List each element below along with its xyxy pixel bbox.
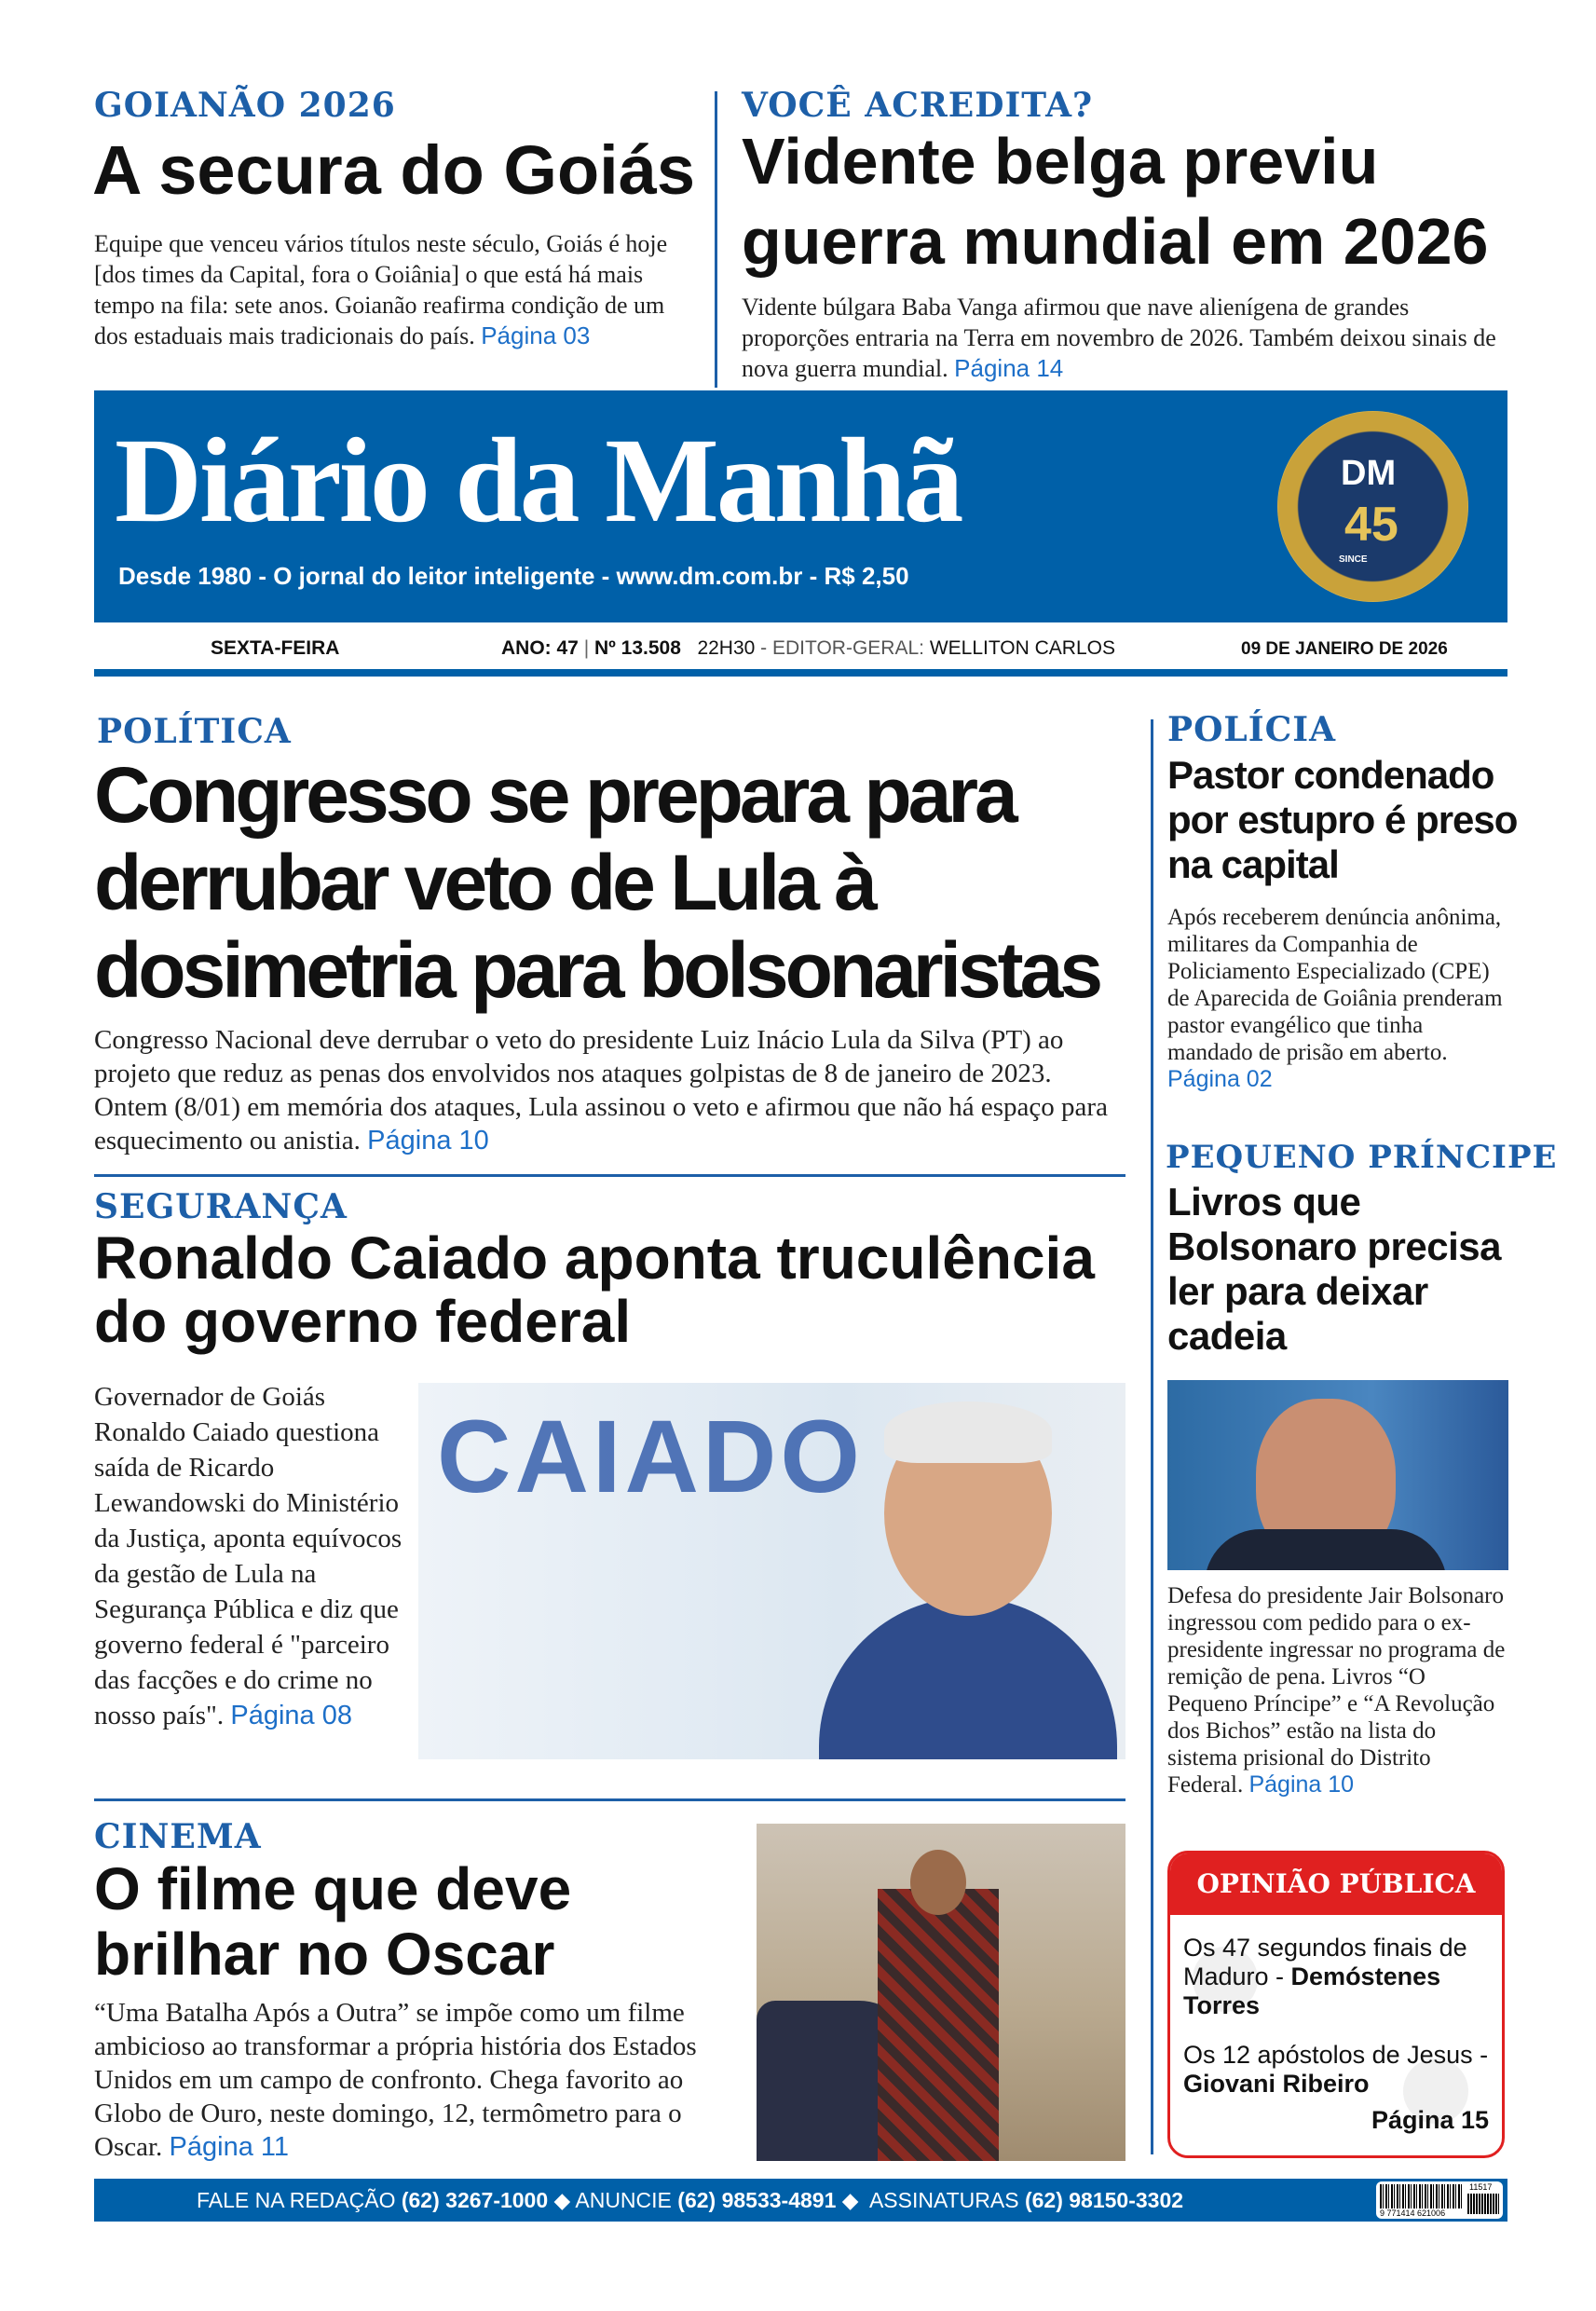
- time: 22H30: [697, 637, 756, 659]
- weekday: SEXTA-FEIRA: [211, 637, 340, 659]
- divider: [94, 669, 1507, 677]
- masthead-subtitle: Desde 1980 - O jornal do leitor inteligente - www.dm.com.br - R$ 2,50: [118, 562, 909, 590]
- date: 09 DE JANEIRO DE 2026: [1241, 639, 1448, 659]
- policia-headline[interactable]: Pastor condenado por estupro é preso na capital: [1167, 753, 1518, 886]
- masthead: [94, 390, 1507, 622]
- opiniao-publica-box: [1167, 1851, 1505, 2158]
- top-left-headline[interactable]: A secura do Goiás: [92, 131, 696, 209]
- diamond-icon: ◆: [841, 2188, 859, 2212]
- page-link[interactable]: Página 10: [367, 1126, 489, 1156]
- column-divider: [715, 91, 717, 388]
- body-text: Vidente búlgara Baba Vanga afirmou que nave alienígena de grandes proporções entraria na Terra em novembro de 2026. Também deixou sinais de nova guerra mundial.: [742, 294, 1496, 382]
- hair-shape: [884, 1402, 1052, 1463]
- pequeno-kicker: PEQUENO PRÍNCIPE: [1166, 1139, 1558, 1176]
- suit-shape: [1205, 1529, 1447, 1570]
- barcode-edition: 11517: [1469, 2182, 1493, 2192]
- top-right-headline[interactable]: Vidente belga previu guerra mundial em 2026: [742, 125, 1489, 278]
- column-divider: [1151, 719, 1153, 2154]
- footer-contact-bar: [94, 2179, 1507, 2222]
- policia-kicker: POLÍCIA: [1167, 710, 1337, 749]
- page-link[interactable]: Página 02: [1167, 1066, 1273, 1092]
- top-left-body: [94, 228, 690, 351]
- opiniao-item-2[interactable]: [1170, 2041, 1502, 2099]
- item-author: Demóstenes Torres: [1183, 1962, 1441, 2019]
- cinema-kicker: CINEMA: [94, 1817, 262, 1856]
- caiado-photo[interactable]: [418, 1383, 1125, 1759]
- person-shape: [878, 1889, 999, 2161]
- top-left-kicker: GOIANÃO 2026: [94, 86, 396, 125]
- label: ASSINATURAS: [868, 2188, 1019, 2212]
- policia-body: [1167, 904, 1507, 1093]
- film-photo[interactable]: [757, 1824, 1125, 2161]
- phone-ads[interactable]: (62) 98533-4891: [677, 2188, 837, 2212]
- diamond-icon: ◆: [553, 2188, 571, 2212]
- pequeno-body: [1167, 1582, 1510, 1798]
- bolsonaro-photo[interactable]: [1167, 1380, 1508, 1570]
- barcode-icon: [1376, 2181, 1503, 2219]
- badge-since: SINCE: [1339, 554, 1368, 565]
- label: FALE NA REDAÇÃO: [197, 2188, 396, 2212]
- divider: [94, 1174, 1125, 1177]
- page-link[interactable]: Página 08: [230, 1701, 352, 1730]
- top-right-body: [742, 292, 1496, 384]
- opiniao-item-1[interactable]: [1170, 1934, 1502, 2020]
- body-text: Defesa do presidente Jair Bolsonaro ingressou com pedido para o ex-presidente ingressar no programa de remição de pena. Livros “O Pequeno Príncipe” e “A Revolução dos Bichos” estão na lista do sistema prisional do Distrito Federal.: [1167, 1583, 1506, 1798]
- edition-info: ANO: 47 | Nº 13.508 22H30 - EDITOR-GERAL: WELLITON CARLOS: [501, 637, 1115, 659]
- suit-shape: [819, 1597, 1117, 1759]
- top-right-kicker: VOCÊ ACREDITA?: [742, 86, 1094, 125]
- seguranca-body: [94, 1379, 416, 1733]
- divider: [94, 1798, 1125, 1801]
- phone-subscriptions[interactable]: (62) 98150-3302: [1024, 2188, 1184, 2212]
- body-text: Congresso Nacional deve derrubar o veto do presidente Luiz Inácio Lula da Silva (PT) ao projeto que reduz as penas dos envolvidos nos ataques golpistas de 8 de janeiro de 2023. Ontem (8/01) em memória dos ataques, Lula assinou o veto e afirmou que não há espaço para esquecimento ou anistia.: [94, 1025, 1108, 1156]
- badge-text: DM: [1341, 454, 1397, 493]
- cinema-body: [94, 1996, 746, 2164]
- politica-kicker: POLÍTICA: [97, 712, 292, 751]
- label: ANUNCIE: [575, 2188, 672, 2212]
- year: ANO: 47: [501, 637, 579, 659]
- page-link[interactable]: Página 10: [1248, 1771, 1355, 1798]
- head-shape: [910, 1850, 966, 1915]
- newspaper-title: Diário da Manhã: [115, 414, 962, 548]
- seguranca-headline[interactable]: Ronaldo Caiado aponta truculência do governo federal: [94, 1224, 1095, 1355]
- body-text: “Uma Batalha Após a Outra” se impõe como um filme ambicioso ao transformar a própria história dos Estados Unidos em um campo de confronto. Chega favorito ao Globo de Ouro, neste domingo, 12, termômetro para o Oscar.: [94, 1998, 697, 2162]
- badge-number: 45: [1344, 498, 1398, 552]
- item-text: Os 47 segundos finais de Maduro -: [1183, 1934, 1467, 1990]
- edition-number: Nº 13.508: [594, 637, 681, 659]
- opiniao-page[interactable]: Página 15: [1371, 2106, 1489, 2134]
- page-link[interactable]: Página 11: [169, 2132, 289, 2162]
- seguranca-kicker: SEGURANÇA: [94, 1187, 348, 1226]
- page-link[interactable]: Página 03: [481, 321, 591, 349]
- opiniao-title: OPINIÃO PÚBLICA: [1170, 1853, 1502, 1915]
- body-text: Equipe que venceu vários títulos neste século, Goiás é hoje [dos times da Capital, fora o Goiânia] o que está há mais tempo na fila: sete anos. Goianão reafirma condição de um dos estaduais mais tradicionais do país.: [94, 230, 668, 349]
- page-link[interactable]: Página 14: [954, 354, 1064, 382]
- politica-headline[interactable]: Congresso se prepara para derrubar veto de Lula à dosimetria para bolsonaristas: [94, 751, 1100, 1014]
- photo-background-text: CAIADO: [437, 1400, 864, 1514]
- pequeno-headline[interactable]: Livros que Bolsonaro precisa ler para deixar cadeia: [1167, 1180, 1501, 1358]
- phone-newsroom[interactable]: (62) 3267-1000: [401, 2188, 549, 2212]
- item-author: Giovani Ribeiro: [1183, 2070, 1370, 2098]
- anniversary-badge-icon: [1277, 411, 1468, 602]
- body-text: Após receberem denúncia anônima, militares da Companhia de Policiamento Especializado (CPE) de Aparecida de Goiânia prenderam pastor evangélico que tinha mandado de prisão em aberto.: [1167, 905, 1503, 1065]
- cinema-headline[interactable]: O filme que deve brilhar no Oscar: [94, 1855, 572, 1988]
- body-text: Governador de Goiás Ronaldo Caiado questiona saída de Ricardo Lewandowski do Ministério da Justiça, aponta equívocos da gestão de Lula na Segurança Pública e diz que governo federal é "parceiro das facções e do crime no nosso país".: [94, 1382, 402, 1730]
- item-text: Os 12 apóstolos de Jesus -: [1183, 2041, 1489, 2069]
- editor-label: - EDITOR-GERAL:: [760, 637, 924, 659]
- editor-name: WELLITON CARLOS: [929, 637, 1115, 659]
- barcode-number: 9 771414 621006: [1380, 2208, 1446, 2218]
- politica-body: [94, 1023, 1126, 1157]
